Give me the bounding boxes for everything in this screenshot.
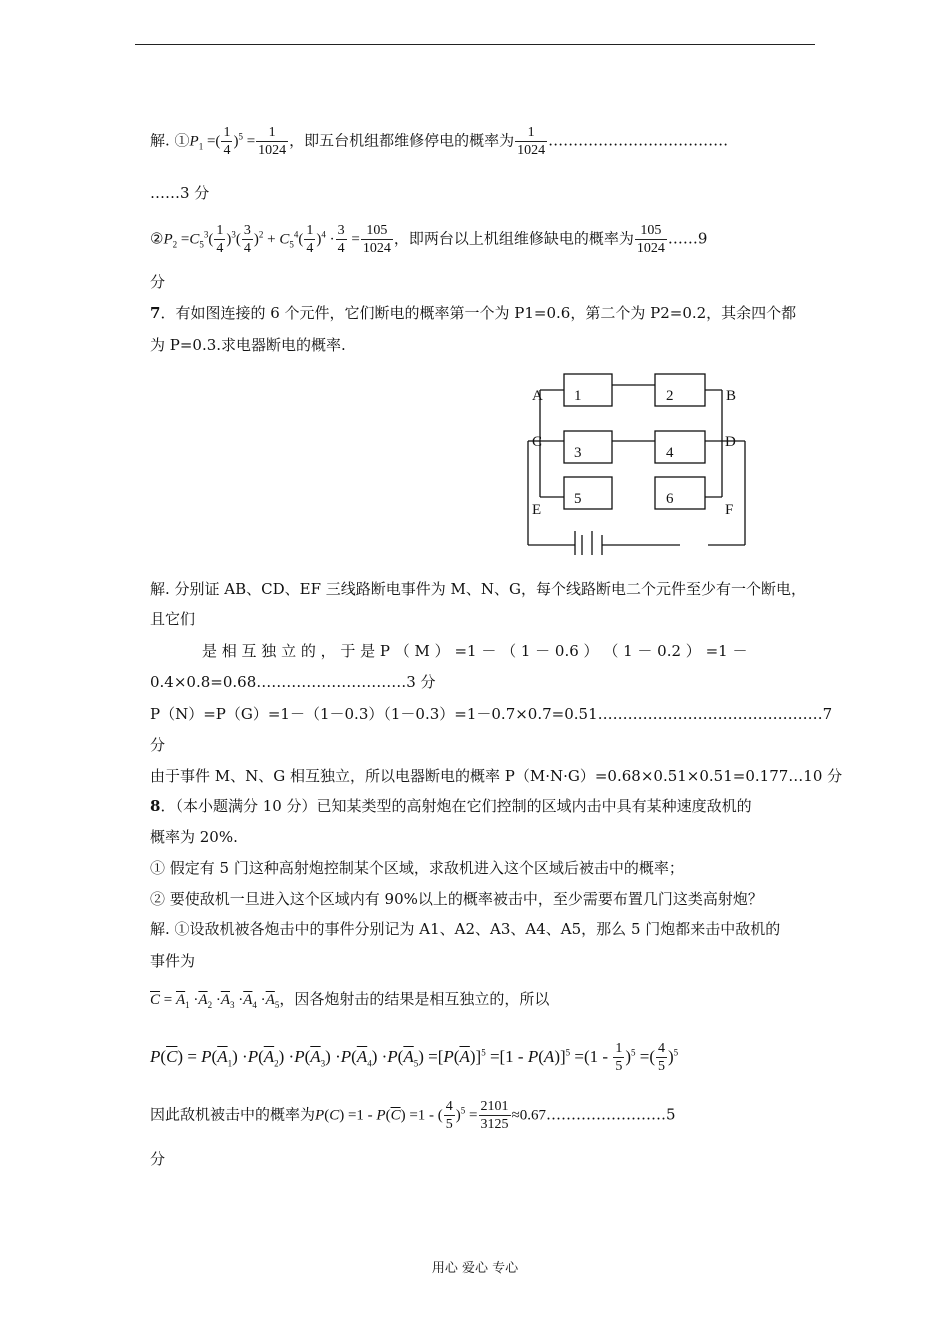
sol8-line1: 解. ①设敌机被各炮击中的事件分别记为 A1、A2、A3、A4、A5，那么 5 门炮都来击中敌机的 bbox=[150, 920, 781, 938]
sol6-line1: 解. $①P_1$ =( $\frac{1}{4}$ )$^5$ = $\frac{1}{1024}$ ，即五台机组都维修停电的概率为 $\frac{1}{1024}$ ……………………………… bbox=[150, 125, 729, 158]
sol6-p2-dots: ……9 bbox=[667, 229, 708, 248]
frac-1-4: $\frac{1}{4}$ bbox=[223, 125, 231, 158]
node-label-E: E bbox=[532, 502, 542, 518]
component-label-6: 6 bbox=[666, 491, 674, 507]
component-3 bbox=[564, 431, 612, 463]
sol6-score2: 分 bbox=[150, 273, 166, 291]
sol7-line5: P（N）=P（G）=1－（1－0.3）（1－0.3）=1－0.7×0.7=0.51………………………………………7 bbox=[150, 705, 833, 723]
circuit-diagram bbox=[520, 365, 760, 555]
node-label-F: F bbox=[725, 502, 734, 518]
frac-1-1024-a: $\frac{1}{1024}$ bbox=[258, 125, 287, 158]
q8-line4: ② 要使敌机一旦进入这个区域内有 90%以上的概率被击中，至少需要布置几门这类高射炮？ bbox=[150, 890, 763, 908]
sol6-line2: $②P_2 =C_5^3$( $\frac{1}{4}$ )$^3$( $\frac{3}{4}$ )$^2 + C_5^4$( $\frac{1}{4}$ )$^4$ · $\frac{3}{4}$ = $\frac{105}{1024}$ ，即两台以上机组维修缺电的概率为 $\frac{105}{1024}$ ……9 bbox=[150, 223, 708, 256]
sol6-score1: ……3 分 bbox=[150, 184, 210, 202]
node-label-A: A bbox=[532, 388, 543, 404]
sol7-line2: 且它们 bbox=[150, 610, 196, 628]
sol8-line6: 分 bbox=[150, 1150, 166, 1168]
q8-line2: 概率为 20%. bbox=[150, 828, 238, 846]
q7-line1: 7．有如图连接的 6 个元件，它们断电的概率第一个为 P1=0.6，第二个为 P2=0.2，其余四个都 bbox=[150, 304, 797, 322]
component-label-4: 4 bbox=[666, 445, 674, 461]
sol6-p1-dots: ……………………………… bbox=[548, 131, 729, 150]
sol8-formula: $P(\overline{C}) = P(\overline{A}_1) \cdot P(\overline{A}_2) \cdot P(\overline{A}_3) \cdot P(\overline{A}_4) \cdot P(\overline{A}_5) =[P(\overline{A})]^5 =[1 - P(A)]^5 =(1$ - $\frac{1}{5}$ )$^5$ =( $\frac{4}{5}$ )$^5$ bbox=[150, 1041, 679, 1074]
sol7-line1: 解. 分别证 AB、CD、EF 三线路断电事件为 M、N、G，每个线路断电二个元件至少有一个断电， bbox=[150, 580, 807, 598]
sol7-line3: 是 相 互 独 立 的 ， 于 是 P （ M ） =1 － （ 1 － 0.6 ） （ 1 － 0.2 ） =1 － bbox=[202, 642, 748, 660]
sol6-p2-prefix: ② bbox=[150, 229, 164, 248]
sol8-line2: 事件为 bbox=[150, 952, 196, 970]
node-label-B: B bbox=[726, 388, 737, 404]
header-rule bbox=[135, 44, 815, 45]
component-1 bbox=[564, 374, 612, 406]
frac-105-1024-b: $\frac{105}{1024}$ bbox=[636, 223, 665, 256]
component-label-1: 1 bbox=[574, 388, 582, 404]
sol8-approx: ≈0.67 bbox=[511, 1107, 546, 1124]
component-label-5: 5 bbox=[574, 491, 582, 507]
sol7-line4: 0.4×0.8=0.68…………………………3 分 bbox=[150, 673, 436, 691]
component-5 bbox=[564, 477, 612, 509]
sol8-line5-text: 因此敌机被击中的概率为 bbox=[150, 1105, 316, 1124]
sol8-line5: 因此敌机被击中的概率为$P(C) =1 - P(\overline{C}) =1$ - ( $\frac{4}{5}$ )$^5$ = $\frac{2101}{3125}$ ≈0.67……………………5 bbox=[150, 1099, 676, 1132]
q7-line2: 为 P=0.3.求电器断电的概率. bbox=[150, 336, 346, 354]
sol7-line6: 分 bbox=[150, 736, 166, 754]
q7-number: 7 bbox=[150, 304, 161, 322]
sol6-p1-text: ，即五台机组都维修停电的概率为 bbox=[289, 131, 515, 150]
component-6 bbox=[655, 477, 705, 509]
q8-line1: 8．（本小题满分 10 分）已知某类型的高射炮在它们控制的区域内击中具有某种速度敌机的 bbox=[150, 797, 752, 815]
q8-number: 8 bbox=[150, 797, 161, 815]
sol6-p2-text: ，即两台以上机组维修缺电的概率为 bbox=[393, 229, 634, 248]
component-label-2: 2 bbox=[666, 388, 674, 404]
frac-105-1024-a: $\frac{105}{1024}$ bbox=[362, 223, 391, 256]
component-2 bbox=[655, 374, 705, 406]
sol8-line3-text: ，因各炮射击的结果是相互独立的，所以 bbox=[279, 990, 550, 1008]
page-footer: 用心 爱心 专心 bbox=[431, 1261, 519, 1276]
node-label-D: D bbox=[725, 434, 736, 450]
q8-line3: ① 假定有 5 门这种高射炮控制某个区域，求敌机进入这个区域后被击中的概率； bbox=[150, 859, 684, 877]
component-label-3: 3 bbox=[574, 445, 582, 461]
frac-2101-3125: $\frac{2101}{3125}$ bbox=[480, 1099, 509, 1132]
sol8-line3: $\overline{C} = \overline{A}_1 \cdot\overline{A}_2 \cdot\overline{A}_3 \cdot\overline{A}_4 \cdot\overline{A}_5$，因各炮射击的结果是相互独立的，所以 bbox=[150, 990, 550, 1010]
sol6-p1-prefix: 解. ① bbox=[150, 131, 190, 150]
frac-1-1024-b: $\frac{1}{1024}$ bbox=[517, 125, 546, 158]
node-label-C: C bbox=[532, 434, 543, 450]
sol8-line5-dots: ……………………5 bbox=[546, 1105, 676, 1124]
component-4 bbox=[655, 431, 705, 463]
sol7-line7: 由于事件 M、N、G 相互独立，所以电器断电的概率 P（M·N·G）=0.68×0.51×0.51=0.177…10 分 bbox=[150, 767, 843, 785]
